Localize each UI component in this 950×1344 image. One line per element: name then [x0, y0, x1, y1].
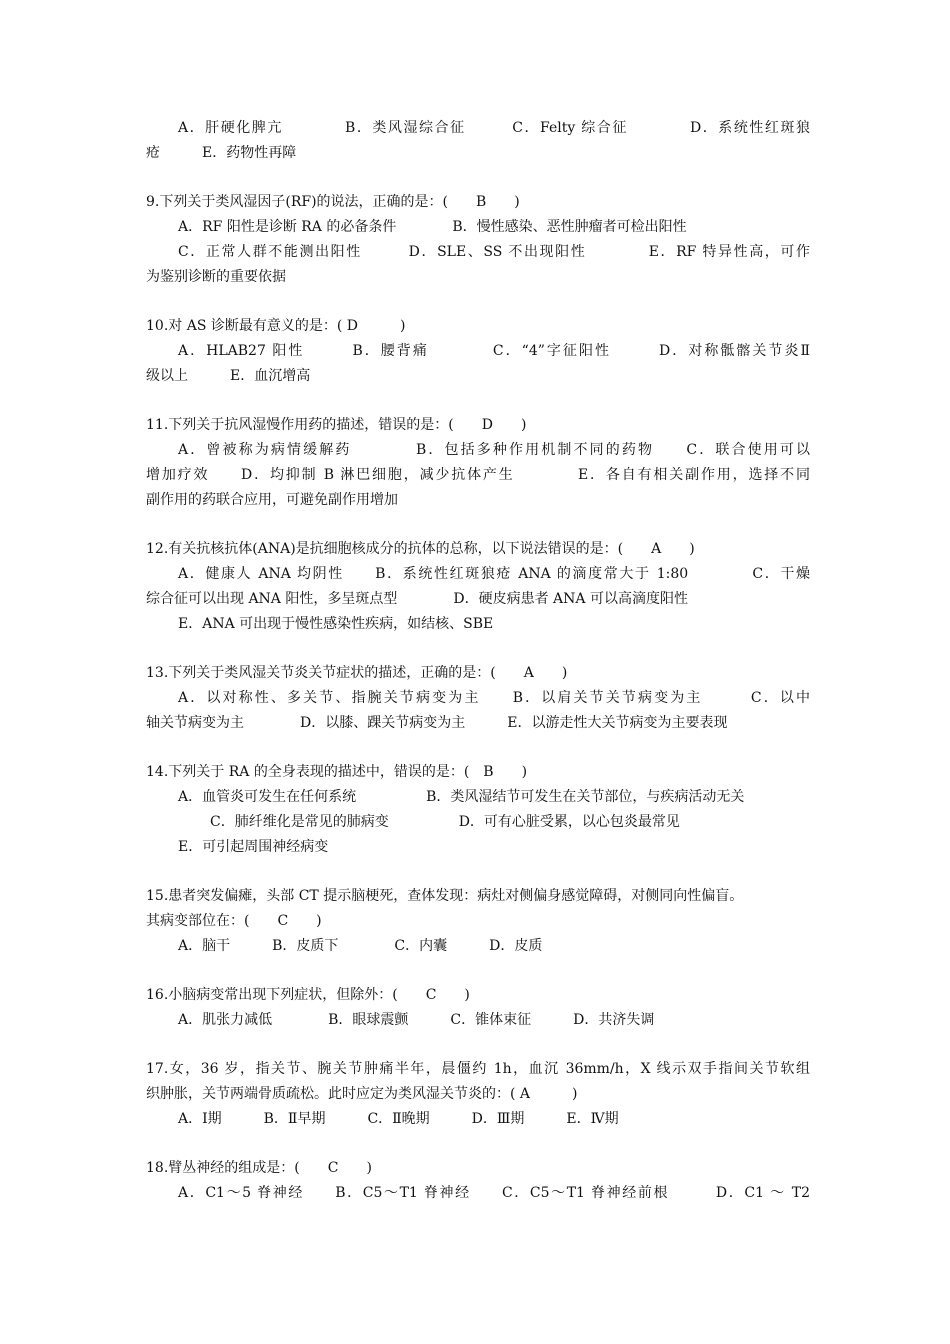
question-line: 轴关节病变为主 D．以膝、踝关节病变为主 E．以游走性大关节病变为主要表现 [146, 715, 728, 731]
question-q12 [146, 537, 810, 637]
question-line: A．HLAB27 阳性 B．腰背痛 C．“4”字征阳性 D．对称骶髂关节炎Ⅱ [178, 343, 810, 359]
question-line: A．健康人 ANA 均阴性 B．系统性红斑狼疮 ANA 的滴度常大于 1:80 C．干燥 [178, 566, 810, 582]
question-q17 [146, 1057, 810, 1132]
question-stem: 10.对 AS 诊断最有意义的是：( D ) [146, 318, 406, 334]
question-stem: 15.患者突发偏瘫，头部 CT 提示脑梗死，查体发现：病灶对侧偏身感觉障碍，对侧同向性偏盲。 [146, 888, 744, 904]
question-q14 [146, 760, 810, 860]
question-q11 [146, 413, 810, 513]
question-spacer [146, 389, 810, 413]
question-stem: 16.小脑病变常出现下列症状，但除外：( C ) [146, 987, 470, 1003]
question-stem: 12.有关抗核抗体(ANA)是抗细胞核成分的抗体的总称，以下说法错误的是：( A ) [146, 541, 695, 557]
question-stem: 17.女，36 岁，指关节、腕关节肿痛半年，晨僵约 1h，血沉 36mm/h，X 线示双手指间关节软组 [146, 1061, 810, 1077]
question-spacer [146, 736, 810, 760]
question-line: A．曾被称为病情缓解药 B．包括多种作用机制不同的药物 C．联合使用可以 [178, 442, 810, 458]
question-stem: 14.下列关于 RA 的全身表现的描述中，错误的是：( B ) [146, 764, 528, 780]
question-line: A．C1～5 脊神经 B．C5～T1 脊神经 C．C5～T1 脊神经前根 D．C1 ～ T2 [178, 1185, 810, 1201]
question-line: E．可引起周围神经病变 [178, 839, 329, 855]
question-line: 副作用的药联合应用，可避免副作用增加 [146, 492, 398, 508]
question-spacer [146, 959, 810, 983]
question-line: 织肿胀，关节两端骨质疏松。此时应定为类风湿关节炎的：( A ) [146, 1086, 578, 1102]
question-line: A．肝硬化脾亢 B．类风湿综合征 C．Felty 综合征 D．系统性红斑狼 [178, 120, 810, 136]
question-line: A．血管炎可发生在任何系统 B．类风湿结节可发生在关节部位，与疾病活动无关 [178, 789, 745, 805]
question-stem: 11.下列关于抗风湿慢作用药的描述，错误的是：( D ) [146, 417, 527, 433]
question-q8-tail [146, 116, 810, 166]
question-spacer [146, 513, 810, 537]
question-q10 [146, 314, 810, 389]
question-line: 其病变部位在：( C ) [146, 913, 322, 929]
question-stem: 9.下列关于类风湿因子(RF)的说法，正确的是：( B ) [146, 194, 520, 210]
question-q15 [146, 884, 810, 959]
question-line: A．脑干 B．皮质下 C．内囊 D．皮质 [178, 938, 543, 954]
question-q16 [146, 983, 810, 1033]
question-line: C．正常人群不能测出阳性 D．SLE、SS 不出现阳性 E．RF 特异性高，可作 [178, 244, 810, 260]
question-line: C．肺纤维化是常见的肺病变 D．可有心脏受累，以心包炎最常见 [210, 814, 680, 830]
question-line: A．Ⅰ期 B．Ⅱ早期 C．Ⅱ晚期 D．Ⅲ期 E．Ⅳ期 [178, 1111, 619, 1127]
question-line: A．肌张力减低 B．眼球震颤 C．锥体束征 D．共济失调 [178, 1012, 655, 1028]
question-spacer [146, 860, 810, 884]
question-spacer [146, 166, 810, 190]
question-q9 [146, 190, 810, 290]
question-spacer [146, 637, 810, 661]
question-q18 [146, 1156, 810, 1206]
question-line: A．以对称性、多关节、指腕关节病变为主 B．以肩关节关节病变为主 C．以中 [178, 690, 810, 706]
question-spacer [146, 290, 810, 314]
question-line: 疮 E．药物性再障 [146, 145, 297, 161]
question-line: E．ANA 可出现于慢性感染性疾病，如结核、SBE [178, 616, 494, 632]
question-line: 级以上 E．血沉增高 [146, 368, 311, 384]
question-line: 综合征可以出现 ANA 阳性，多呈斑点型 D．硬皮病患者 ANA 可以高滴度阳性 [146, 591, 688, 607]
question-stem: 18.臂丛神经的组成是：( C ) [146, 1160, 372, 1176]
question-spacer [146, 1132, 810, 1156]
question-line: 为鉴别诊断的重要依据 [146, 269, 286, 285]
question-q13 [146, 661, 810, 736]
question-line: 增加疗效 D．均抑制 B 淋巴细胞，减少抗体产生 E．各自有相关副作用，选择不同 [146, 467, 810, 483]
question-line: A．RF 阳性是诊断 RA 的必备条件 B．慢性感染、恶性肿瘤者可检出阳性 [178, 219, 687, 235]
question-stem: 13.下列关于类风湿关节炎关节症状的描述，正确的是：( A ) [146, 665, 568, 681]
question-spacer [146, 1033, 810, 1057]
question-list [146, 116, 810, 1206]
